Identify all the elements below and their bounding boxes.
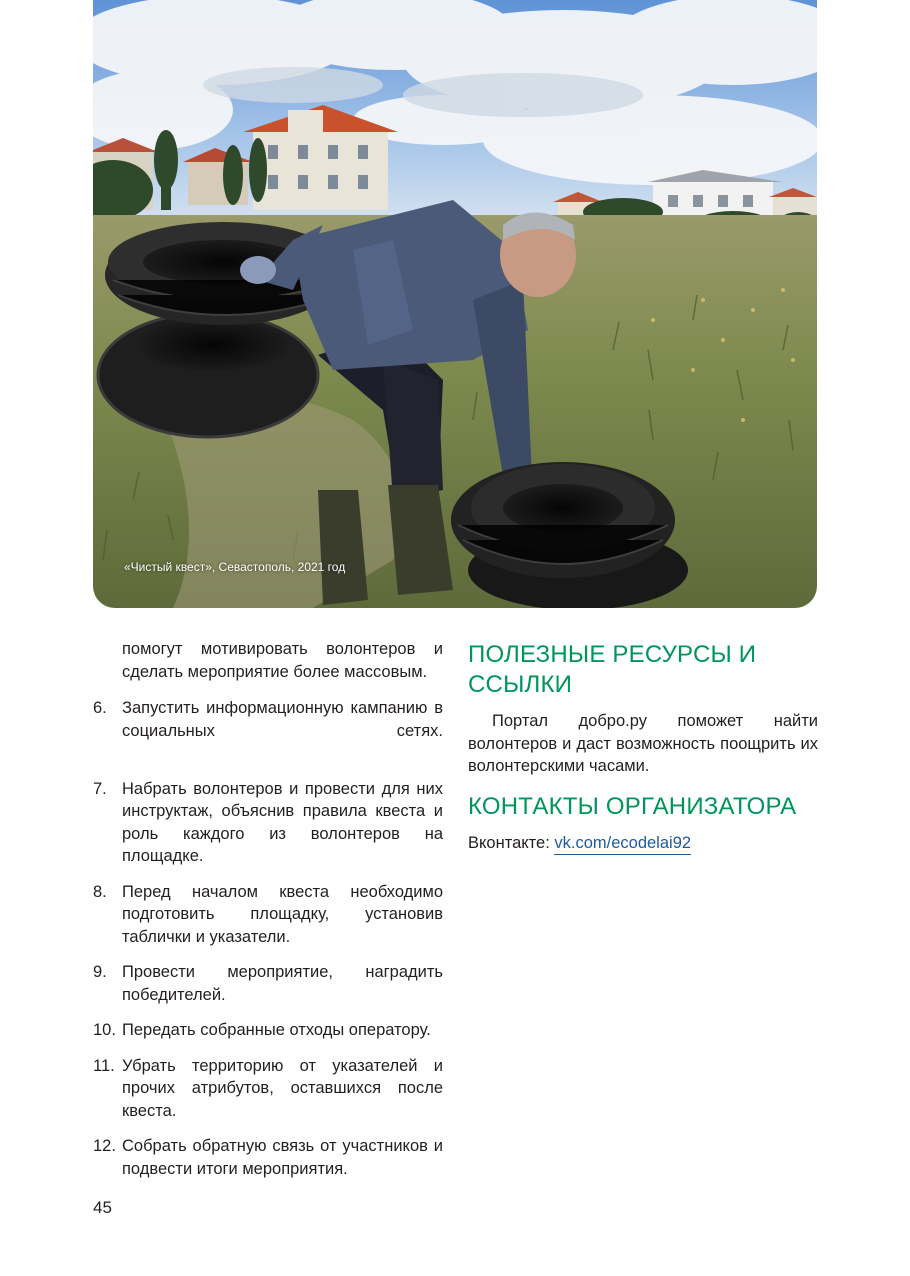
list-item	[93, 697, 443, 765]
resources-column	[468, 640, 818, 854]
step-text: Набрать волонтеров и провести для них инструктаж, объяснив правила квеста и роль каждого из волонтеров на площадке.	[122, 779, 443, 865]
step-text: Запустить информационную кампанию в социальных сетях.	[122, 699, 443, 740]
step-text: Перед началом квеста необходимо подготовить площадку, установив таблички и указатели.	[122, 882, 443, 946]
resources-heading: ПОЛЕЗНЫЕ РЕСУРСЫ И ССЫЛКИ	[468, 641, 757, 698]
step-text: Провести мероприятие, наградить победителей.	[122, 963, 443, 1004]
step-number: 10.	[93, 1021, 116, 1039]
list-item	[93, 1135, 443, 1180]
steps-list	[93, 697, 443, 1180]
list-item	[93, 778, 443, 868]
list-item	[93, 1055, 443, 1123]
step-text: Убрать территорию от указателей и прочих атрибутов, оставшихся после квеста.	[122, 1056, 443, 1120]
steps-column	[93, 638, 443, 1193]
contacts-label: Вконтакте:	[468, 833, 550, 852]
list-item	[93, 961, 443, 1006]
step-number: 9.	[93, 963, 107, 981]
page-number: 45	[93, 1198, 112, 1217]
step-text: Передать собранные отходы оператору.	[122, 1021, 431, 1039]
step-number: 11.	[93, 1056, 115, 1075]
step-number: 7.	[93, 779, 107, 798]
step-number: 8.	[93, 882, 107, 901]
vk-link[interactable]: vk.com/ecodelai92	[554, 834, 691, 855]
resources-text: Портал добро.ру поможет найти волонтеров и даст возможность поощрить их волонтерскими часами.	[468, 712, 818, 775]
step-number: 6.	[93, 699, 107, 717]
contacts-line	[468, 832, 818, 855]
event-photo	[93, 0, 817, 608]
contacts-heading: КОНТАКТЫ ОРГАНИЗАТОРА	[468, 792, 797, 820]
photo-caption: «Чистый квест», Севастополь, 2021 год	[124, 560, 346, 574]
step-text: Собрать обратную связь от участников и подвести итоги мероприятия.	[122, 1137, 443, 1178]
list-item	[93, 1019, 443, 1042]
continuation-text: помогут мотивировать волонтеров и сделать мероприятие более массовым.	[122, 640, 443, 681]
photo-illustration	[93, 0, 817, 608]
step-number: 12.	[93, 1137, 116, 1155]
list-item	[93, 881, 443, 949]
